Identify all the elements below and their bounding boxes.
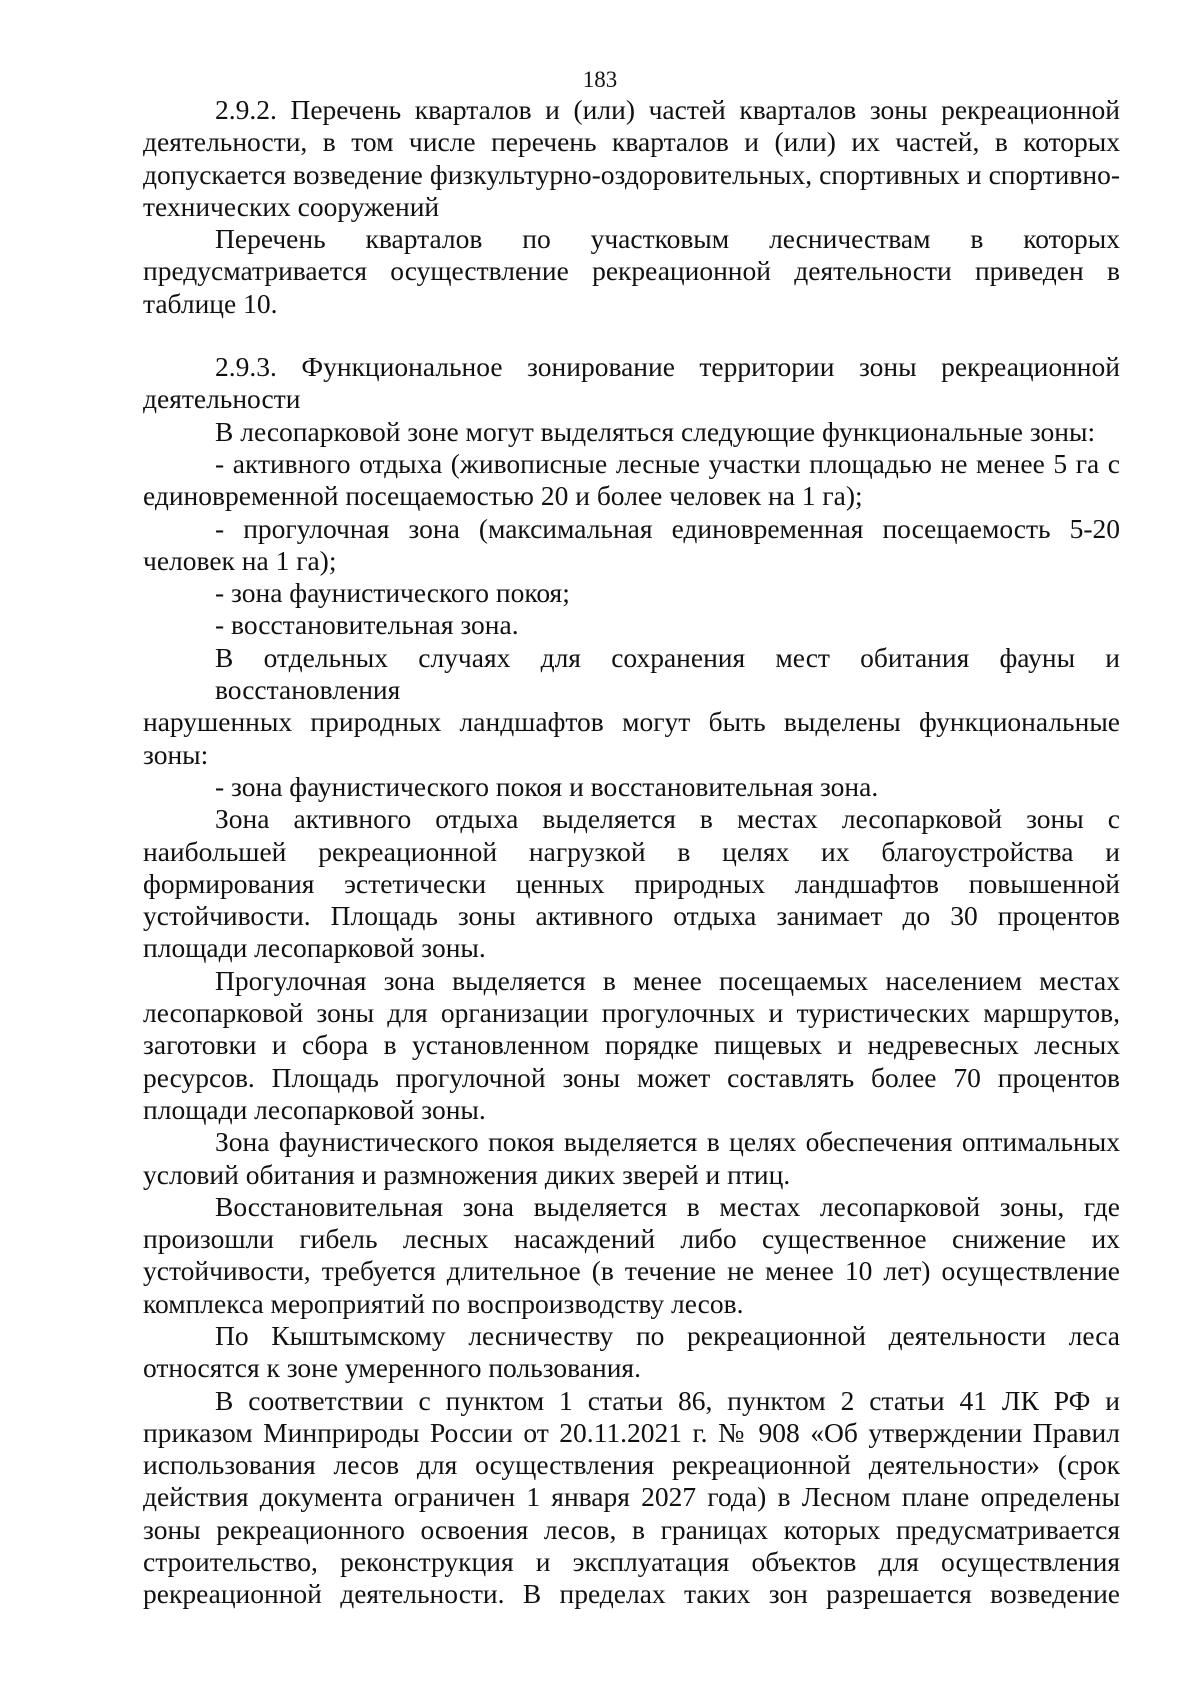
text-line: действия документа ограничен 1 января 2027 года) в Лесном плане определены (143, 1481, 1120, 1513)
paragraph (143, 94, 1120, 223)
text-line: В отдельных случаях для сохранения мест обитания фауны и восстановления (215, 641, 1120, 706)
text-line: Зона фаунистического покоя выделяется в целях обеспечения оптимальных (215, 1126, 1120, 1158)
text-line: ресурсов. Площадь прогулочной зоны может составлять более 70 процентов (143, 1061, 1120, 1093)
text-line: деятельности (143, 383, 301, 415)
text-line: технических сооружений (143, 190, 440, 222)
paragraph (143, 577, 1120, 609)
text-line: таблице 10. (143, 287, 278, 319)
paragraph (143, 448, 1120, 513)
paragraph (143, 513, 1120, 578)
text-line: Прогулочная зона выделяется в менее посещаемых населением местах (215, 964, 1120, 996)
text-line: По Кыштымскому лесничеству по рекреационной деятельности леса (215, 1319, 1120, 1351)
text-line: человек на 1 га); (143, 544, 337, 576)
paragraph (143, 642, 1120, 771)
text-line: Восстановительная зона выделяется в местах лесопарковой зоны, где (215, 1190, 1120, 1222)
text-line: формирования эстетически ценных природных ландшафтов повышенной (143, 867, 1120, 899)
text-line: - зона фаунистического покоя и восстановительная зона. (215, 770, 879, 802)
paragraph (143, 351, 1120, 416)
text-line: комплекса мероприятий по воспроизводству лесов. (143, 1287, 744, 1319)
text-line: - зона фаунистического покоя; (215, 577, 570, 609)
text-line: относятся к зоне умеренного пользования. (143, 1352, 641, 1384)
text-line: произошли гибель лесных насаждений либо существенное снижение их (143, 1223, 1120, 1255)
text-line: В лесопарковой зоне могут выделяться следующие функциональные зоны: (215, 415, 1096, 447)
text-line: наибольшей рекреационной нагрузкой в целях их благоустройства и (143, 835, 1120, 867)
paragraph (143, 771, 1120, 803)
text-line: использования лесов для осуществления рекреационной деятельности» (срок (143, 1449, 1120, 1481)
paragraph (143, 965, 1120, 1126)
text-line: приказом Минприроды России от 20.11.2021 г. № 908 «Об утверждении Правил (143, 1416, 1120, 1448)
text-line: - прогулочная зона (максимальная единовременная посещаемость 5-20 (215, 512, 1120, 544)
document-body (143, 94, 1120, 1611)
paragraph (143, 609, 1120, 641)
text-line: условий обитания и размножения диких зверей и птиц. (143, 1158, 791, 1190)
text-line: нарушенных природных ландшафтов могут быть выделены функциональные зоны: (143, 706, 1120, 770)
text-line: лесопарковой зоны для организации прогулочных и туристических маршрутов, (143, 997, 1120, 1029)
paragraph (143, 1320, 1120, 1385)
text-line: допускается возведение физкультурно-оздоровительных, спортивных и спортивно- (143, 158, 1120, 190)
paragraph (143, 223, 1120, 320)
text-line: В соответствии с пунктом 1 статьи 86, пунктом 2 статьи 41 ЛК РФ и (215, 1384, 1120, 1416)
text-line: устойчивости. Площадь зоны активного отдыха занимает до 30 процентов (143, 900, 1120, 932)
text-line: 2.9.3. Функциональное зонирование территории зоны рекреационной (215, 351, 1120, 383)
paragraph (143, 416, 1120, 448)
text-line: заготовки и сбора в установленном порядке пищевых и недревесных лесных (143, 1029, 1120, 1061)
text-line: деятельности, в том числе перечень кварталов и (или) их частей, в которых (143, 126, 1120, 158)
paragraph (143, 1191, 1120, 1320)
text-line: - активного отдыха (живописные лесные участки площадью не менее 5 га с (215, 447, 1120, 479)
text-line: зоны рекреационного освоения лесов, в границах которых предусматривается (143, 1513, 1120, 1545)
text-line: Зона активного отдыха выделяется в местах лесопарковой зоны с (215, 803, 1120, 835)
paragraph (143, 1385, 1120, 1611)
text-line: строительство, реконструкция и эксплуатация объектов для осуществления (143, 1546, 1120, 1578)
text-line: предусматривается осуществление рекреационной деятельности приведен в (143, 255, 1120, 287)
text-line: площади лесопарковой зоны. (143, 1093, 486, 1125)
page-number: 183 (582, 67, 618, 92)
paragraph (143, 1126, 1120, 1191)
text-line: - восстановительная зона. (215, 609, 519, 641)
text-line: единовременной посещаемостью 20 и более человек на 1 га); (143, 480, 863, 512)
paragraph (143, 803, 1120, 964)
text-line: площади лесопарковой зоны. (143, 932, 486, 964)
text-line: Перечень кварталов по участковым лесничествам в которых (215, 223, 1120, 255)
text-line: 2.9.2. Перечень кварталов и (или) частей кварталов зоны рекреационной (215, 94, 1120, 125)
text-line: устойчивости, требуется длительное (в течение не менее 10 лет) осуществление (143, 1255, 1120, 1287)
text-line: рекреационной деятельности. В пределах таких зон разрешается возведение (143, 1578, 1120, 1610)
